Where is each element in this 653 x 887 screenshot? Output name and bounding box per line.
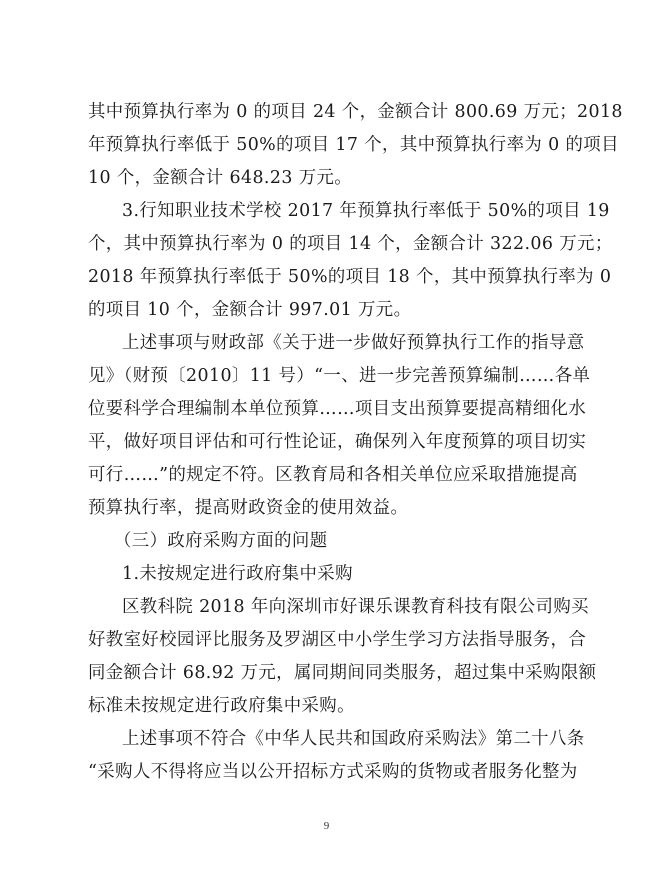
paragraph-line: 好教室好校园评比服务及罗湖区中小学生学习方法指导服务，合 [88,630,587,650]
paragraph-line: 2018 年预算执行率低于 50%的项目 18 个，其中预算执行率为 0 [88,267,612,287]
paragraph-line: 可行……”的规定不符。区教育局和各相关单位应采取措施提高 [88,465,578,485]
paragraph-line: 预算执行率，提高财政资金的使用效益。 [88,498,409,518]
subsection-heading: 1.未按规定进行政府集中采购 [122,564,353,584]
paragraph-line: 平，做好项目评估和可行性论证，确保列入年度预算的项目切实 [88,432,587,452]
paragraph-line: 个，其中预算执行率为 0 的项目 14 个，金额合计 322.06 万元； [88,234,613,254]
paragraph-line: 3.行知职业技术学校 2017 年预算执行率低于 50%的项目 19 [122,201,610,221]
paragraph-line: 上述事项与财政部《关于进一步做好预算执行工作的指导意 [122,333,585,353]
paragraph-line: “采购人不得将应当以公开招标方式采购的货物或者服务化整为 [88,762,578,782]
page-number: 9 [323,820,330,832]
paragraph-line: 同金额合计 68.92 万元，属同期间同类服务，超过集中采购限额 [88,663,597,683]
paragraph-line: 10 个，金额合计 648.23 万元。 [88,168,353,188]
paragraph-line: 其中预算执行率为 0 的项目 24 个，金额合计 800.69 万元；2018 [88,102,623,122]
paragraph-line: 上述事项不符合《中华人民共和国政府采购法》第二十八条 [122,729,585,749]
paragraph-line: 见》（财预〔2010〕11 号）“一、进一步完善预算编制……各单 [88,366,591,386]
paragraph-line: 年预算执行率低于 50%的项目 17 个，其中预算执行率为 0 的项目 [88,135,619,155]
paragraph-line: 标准未按规定进行政府集中采购。 [88,696,355,716]
section-heading: （三）政府采购方面的问题 [114,531,328,551]
paragraph-line: 位要科学合理编制本单位预算……项目支出预算要提高精细化水 [88,399,587,419]
paragraph-line: 的项目 10 个，金额合计 997.01 万元。 [88,300,412,320]
paragraph-line: 区教科院 2018 年向深圳市好课乐课教育科技有限公司购买 [122,597,589,617]
